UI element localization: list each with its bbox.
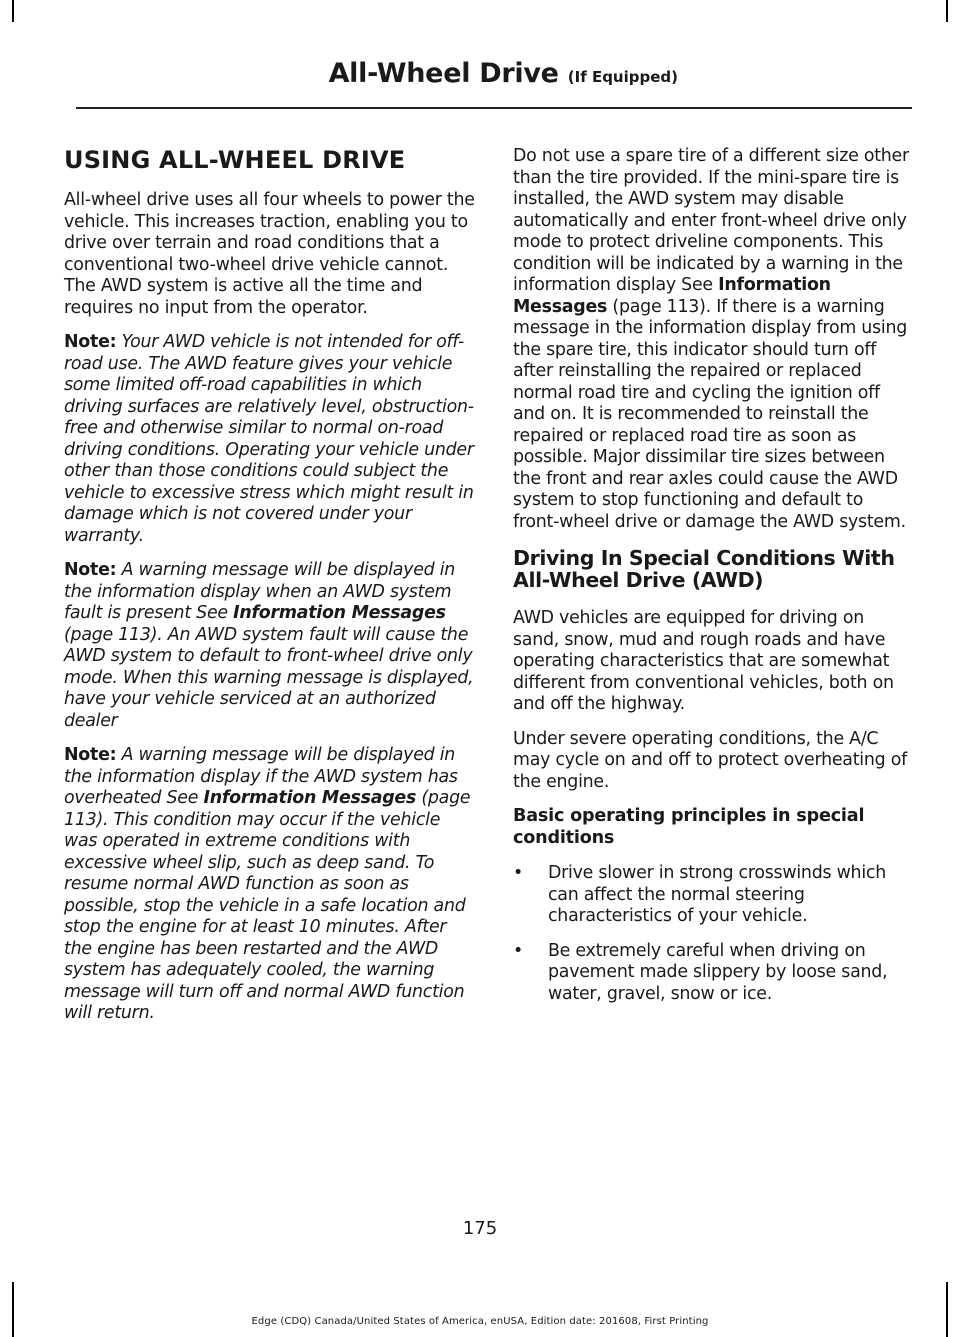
note-text: An AWD system fault will cause the AWD system to default to front-wheel drive only mode. When this warning message is displayed, have your vehicle serviced at an authorized dealer — [64, 624, 474, 731]
bullet-list — [513, 863, 909, 1005]
intro-paragraph: All-wheel drive uses all four wheels to power the vehicle. This increases traction, enabling you to drive over terrain and road conditions that a conventional two-wheel drive vehicle cannot. The AWD system is active all the time and requires no input from the operator. — [64, 190, 475, 318]
crop-mark — [12, 0, 14, 22]
cross-reference-link[interactable]: Information Messages — [513, 275, 831, 317]
minor-heading: Basic operating principles in special conditions — [513, 806, 865, 848]
paragraph-text: Do not use a spare tire of a different size other than the tire provided. If the mini-spare tire is installed, the AWD system may disable automatically and enter front-wheel drive only mode to protect driveline components. This condition will be indicated by a warning in the information display See — [513, 146, 909, 295]
note-label: Note: — [64, 745, 117, 765]
note-overheat — [64, 745, 476, 1025]
note-offroad — [64, 332, 476, 547]
list-item — [513, 941, 909, 1006]
note-label: Note: — [64, 332, 117, 352]
list-item-text: Drive slower in strong crosswinds which can affect the normal steering characteristics of your vehicle. — [548, 863, 886, 926]
header-subtitle: (If Equipped) — [567, 68, 678, 86]
page-header — [329, 58, 678, 89]
note-text: A warning message will be displayed in the information display if the AWD system has overheated See — [64, 745, 458, 808]
subsection-heading: Driving In Special Conditions With All-Wheel Drive (AWD) — [513, 546, 895, 592]
crop-mark — [12, 1282, 14, 1337]
page-reference: (page 113). — [64, 788, 471, 830]
note-text: A warning message will be displayed in the information display when an AWD system fault is present See — [64, 560, 456, 623]
page-reference: (page 113). — [64, 624, 163, 645]
crop-mark — [946, 1282, 948, 1337]
note-text: This condition may occur if the vehicle was operated in extreme conditions with excessive wheel slip, such as deep sand. To resume normal AWD function as soon as possible, stop the vehicle in a safe location and stop the engine for at least 10 minutes. After the engine has been restarted and the AWD system has adequately cooled, the warning message will turn off and normal AWD function will return. — [64, 809, 466, 1023]
note-fault — [64, 560, 476, 732]
list-item-text: Be extremely careful when driving on pavement made slippery by loose sand, water, gravel, snow or ice. — [548, 940, 888, 1004]
list-item — [513, 863, 909, 928]
section-heading: USING ALL-WHEEL DRIVE — [64, 146, 406, 174]
spare-tire-paragraph — [513, 146, 909, 533]
page-number: 175 — [462, 1218, 498, 1239]
bullet-icon: • — [513, 940, 524, 961]
paragraph-text: If there is a warning message in the information display from using the spare tire, this indicator should turn off after reinstalling the repaired or replaced normal road tire and cycling the ignition off and on. It is recommended to reinstall the repaired or replaced road tire as soon as possible. Major dissimilar tire sizes between the front and rear axles could cause the AWD system to stop functioning and default to front-wheel drive or damage the AWD system. — [513, 296, 908, 532]
cross-reference-link[interactable]: Information Messages — [203, 788, 417, 808]
awd-conditions-paragraph: AWD vehicles are equipped for driving on sand, snow, mud and rough roads and have operating characteristics that are somewhat different from conventional vehicles, both on and off the highway. — [513, 608, 894, 714]
note-text: Your AWD vehicle is not intended for off-road use. The AWD feature gives your vehicle some limited off-road capabilities in which driving surfaces are relatively level, obstruction-free and otherwise similar to normal on-road driving conditions. Operating your vehicle under other than those conditions could subject the vehicle to excessive stress which might result in damage which is not covered under your warranty. — [64, 332, 474, 546]
cross-reference-link[interactable]: Information Messages — [233, 603, 446, 623]
ac-paragraph: Under severe operating conditions, the A/C may cycle on and off to protect overheating of the engine. — [513, 728, 907, 792]
page-reference: (page 113). — [612, 296, 711, 317]
left-column — [64, 146, 476, 1038]
header-title: All-Wheel Drive — [328, 58, 559, 89]
note-label: Note: — [64, 560, 117, 580]
footer-text: Edge (CDQ) Canada/United States of America, enUSA, Edition date: 201608, First Printing — [251, 1316, 709, 1327]
crop-mark — [946, 0, 948, 22]
right-column — [513, 146, 909, 1018]
bullet-icon: • — [513, 863, 524, 883]
header-rule — [76, 107, 912, 109]
